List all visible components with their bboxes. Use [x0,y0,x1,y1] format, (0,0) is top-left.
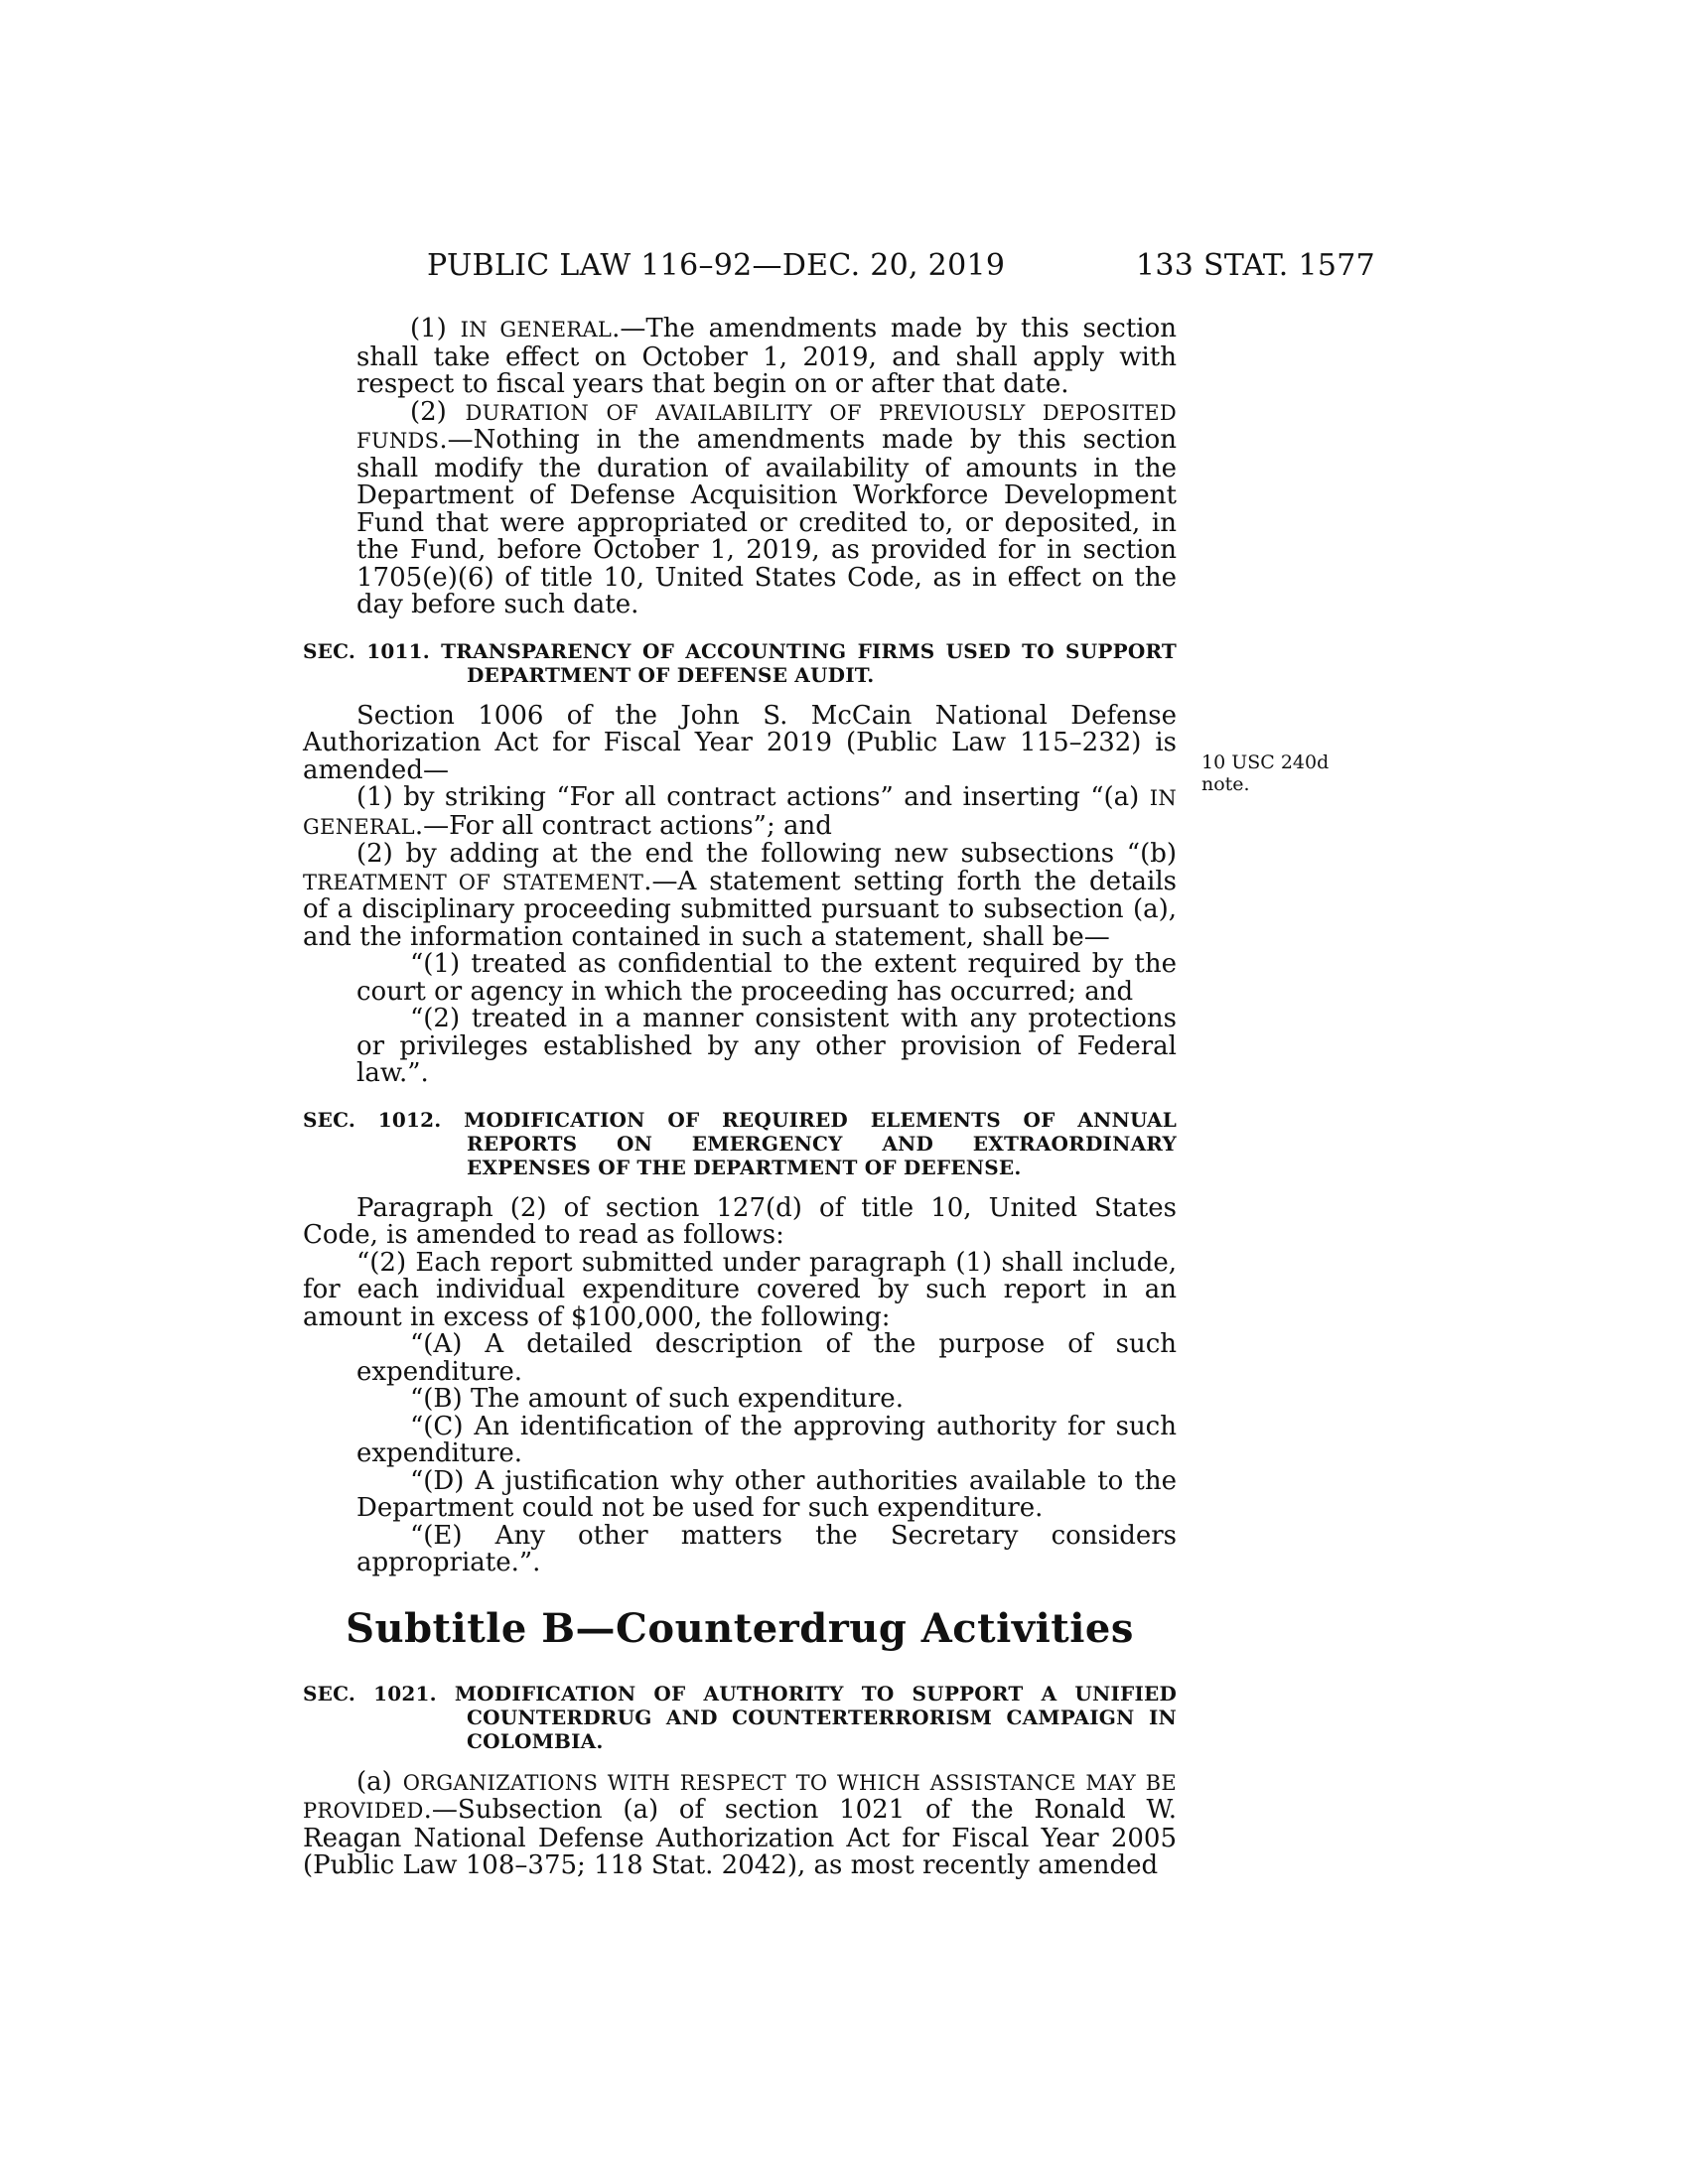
section-1012-quote: “(2) Each report submitted under paragraph (1) shall include, for each individual expenditure covered by such report in an amount in excess of $100,000, the following: [303,1247,1177,1332]
margin-note [1201,751,1331,795]
section-1011-item-1: (1) by striking “For all contract actions” and inserting “(a) IN GENERAL.—For all contract actions”; and [303,782,1177,841]
section-heading-1021: SEC. 1021. MODIFICATION OF AUTHORITY TO SUPPORT A UNIFIED COUNTERDRUG AND COUNTERTERRORISM CAMPAIGN IN COLOMBIA. [303,1681,1177,1753]
section-1012-item-a: “(A) A detailed description of the purpose of such expenditure. [356,1329,1177,1387]
paragraph-1: (1) IN GENERAL.—The amendments made by this section shall take effect on October 1, 2019, and shall apply with respect to fiscal years that begin on or after that date. [356,314,1178,399]
section-1012-item-c: “(C) An identification of the approving authority for such expenditure. [356,1411,1177,1468]
statute-page-number: 133 STAT. 1577 [1136,248,1375,283]
subtitle-heading: Subtitle B—Counterdrug Activities [346,1604,1134,1652]
run-in-heading: DURATION OF AVAILABILITY OF PREVIOUSLY DEPOSITED FUNDS [356,400,1177,453]
margin-note-line1: 10 USC 240d [1201,751,1330,773]
section-1021-para-a: (a) ORGANIZATIONS WITH RESPECT TO WHICH ASSISTANCE MAY BE PROVIDED.—Subsection (a) of section 1021 of the Ronald W. Reagan National Defense Authorization Act for Fiscal Year 2005 (Public Law 108–375; 118 Stat. 2042), as most recently amended [303,1766,1178,1880]
section-1012-intro: Paragraph (2) of section 127(d) of title 10, United States Code, is amended to read as follows: [303,1192,1177,1250]
section-1012-item-e: “(E) Any other matters the Secretary considers appropriate.”. [356,1520,1177,1577]
section-1012-item-b: “(B) The amount of such expenditure. [410,1384,904,1414]
running-head: PUBLIC LAW 116–92—DEC. 20, 2019 [427,248,1006,283]
margin-note-line2: note. [1201,773,1250,795]
section-1011-sub-2: “(2) treated in a manner consistent with any protections or privileges established by any other provision of Federal law.”. [356,1004,1177,1088]
section-1011-item-2: (2) by adding at the end the following new subsections “(b) TREATMENT OF STATEMENT.—A statement setting forth the details of a disciplinary proceeding submitted pursuant to subsection (a), and the information contained in such a statement, shall be— [303,839,1177,952]
page-header [298,248,1375,288]
paragraph-2: (2) DURATION OF AVAILABILITY OF PREVIOUSLY DEPOSITED FUNDS.—Nothing in the amendments made by this section shall modify the duration of availability of amounts in the Department of Defense Acquisition Workforce Development Fund that were appropriated or credited to, or deposited, in the Fund, before October 1, 2019, as provided for in section 1705(e)(6) of title 10, United States Code, as in effect on the day before such date. [356,396,1177,619]
section-1011-sub-1: “(1) treated as confidential to the extent required by the court or agency in which the proceeding has occurred; and [356,949,1177,1007]
document-body [303,316,1177,1880]
section-heading-1012: SEC. 1012. MODIFICATION OF REQUIRED ELEMENTS OF ANNUAL REPORTS ON EMERGENCY AND EXTRAORDINARY EXPENSES OF THE DEPARTMENT OF DEFENSE. [303,1107,1177,1179]
run-in-heading: IN GENERAL [460,318,613,341]
section-1011-intro: Section 1006 of the John S. McCain National Defense Authorization Act for Fiscal Year 2019 (Public Law 115–232) is amended— [303,700,1177,785]
section-heading-1011: SEC. 1011. TRANSPARENCY OF ACCOUNTING FIRMS USED TO SUPPORT DEPARTMENT OF DEFENSE AUDIT. [303,638,1177,687]
section-1012-item-d: “(D) A justification why other authorities available to the Department could not be used for such expenditure. [356,1465,1177,1523]
